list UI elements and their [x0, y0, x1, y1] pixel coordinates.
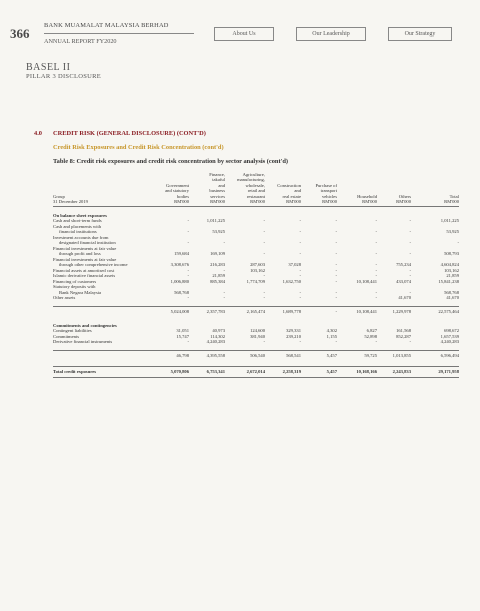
cell-value: 31,051 — [176, 328, 189, 334]
row-label: Financial investments at fair value — [53, 245, 117, 251]
cell-value: - — [223, 295, 225, 301]
row-label: designated financial institution — [59, 240, 116, 246]
cell-value: - — [263, 240, 265, 246]
column-header-group: Group 31 December 2019 — [53, 172, 153, 207]
bank-name: BANK MUAMALAT MALAYSIA BERHAD — [44, 22, 169, 29]
row-label: Investment accounts due from — [53, 234, 109, 240]
row-label: Bank Negara Malaysia — [59, 289, 102, 295]
cell-value: - — [263, 273, 265, 279]
cell-value: 1,774,709 — [246, 278, 265, 284]
row-label: Commitments — [53, 333, 80, 339]
row-label: Statutory deposits with — [53, 284, 96, 290]
cell-value: - — [299, 218, 301, 224]
cell-value: 1,657,539 — [440, 333, 459, 339]
nav-our-strategy[interactable]: Our Strategy — [388, 27, 452, 41]
cell-value: 5,457 — [301, 351, 337, 361]
cell-value: - — [299, 295, 301, 301]
cell-value: - — [375, 295, 377, 301]
row-label: Commitments and contingencies — [53, 322, 117, 328]
cell-value: - — [335, 262, 337, 268]
cell-value: 15,747 — [176, 333, 189, 339]
row-label: Financial investments at fair value — [53, 256, 117, 262]
row-label: through profit and loss — [59, 251, 101, 257]
cell-value: 10,108,441 — [356, 278, 377, 284]
cell-value: - — [375, 339, 377, 345]
cell-value: - — [223, 240, 225, 246]
cell-value: - — [409, 218, 411, 224]
cell-value: 755,234 — [396, 262, 411, 268]
cell-value: - — [299, 267, 301, 273]
column-header: Household RM'000 — [337, 172, 377, 207]
column-header: Construction and real estate RM'000 — [265, 172, 301, 207]
cell-value: 1,006,880 — [170, 278, 189, 284]
grand-total-row — [53, 367, 459, 378]
table-header-row — [53, 172, 459, 207]
cell-value: - — [335, 229, 337, 235]
cell-value: - — [409, 240, 411, 246]
cell-value: - — [409, 267, 411, 273]
cell-value: - — [335, 218, 337, 224]
cell-value: - — [187, 240, 189, 246]
cell-value: 10,108,441 — [337, 307, 377, 317]
row-label: Cash and placements with — [53, 223, 102, 229]
cell-value: 216,283 — [210, 262, 225, 268]
cell-value: 2,357,783 — [189, 307, 225, 317]
cell-value: 1,689,778 — [265, 307, 301, 317]
column-header: Finance, takaful and business services RM'000 — [189, 172, 225, 207]
cell-value: 1,011,225 — [440, 218, 459, 224]
header-divider — [44, 33, 194, 34]
row-label — [53, 307, 153, 317]
report-title: ANNUAL REPORT FY2020 — [44, 38, 117, 45]
cell-value: - — [263, 218, 265, 224]
cell-value: 2,258,319 — [265, 367, 301, 378]
pillar-heading: PILLAR 3 DISCLOSURE — [26, 73, 102, 80]
cell-value: 53,925 — [212, 229, 225, 235]
column-header: Purchase of transport vehicles RM'000 — [301, 172, 337, 207]
cell-value: 6,596,494 — [411, 351, 459, 361]
cell-value: - — [457, 240, 459, 246]
cell-value: - — [375, 262, 377, 268]
cell-value: 103,162 — [444, 267, 459, 273]
cell-value: 10,168,166 — [337, 367, 377, 378]
cell-value: 1,229,978 — [377, 307, 411, 317]
row-label: Islamic derivative financial assets — [53, 273, 116, 279]
row-label: Other assets — [53, 295, 76, 301]
column-header: Agriculture, manufacturing, wholesale, retail and restaurant RM'000 — [225, 172, 265, 207]
basel-heading: BASEL II — [26, 62, 71, 73]
row-label: Cash and short-term funds — [53, 218, 102, 224]
row-label: Contingent liabilities — [53, 328, 92, 334]
row-label: financial institutions — [59, 229, 97, 235]
row-label: Financial assets at amortised cost — [53, 267, 115, 273]
cell-value: - — [187, 267, 189, 273]
cell-value: - — [375, 273, 377, 279]
cell-value: - — [299, 289, 301, 295]
cell-value: 4,604,824 — [440, 262, 459, 268]
cell-value: - — [223, 267, 225, 273]
cell-value: 6,827 — [366, 328, 377, 334]
cell-value: - — [409, 229, 411, 235]
row-label: through other comprehensive income — [59, 262, 128, 268]
cell-value: - — [187, 295, 189, 301]
cell-value: 22,575,464 — [411, 307, 459, 317]
cell-value: - — [409, 339, 411, 345]
cell-value: - — [187, 229, 189, 235]
section-title: CREDIT RISK (GENERAL DISCLOSURE) (CONT'D) — [53, 130, 206, 137]
cell-value: - — [335, 278, 337, 284]
table-title: Table 8: Credit risk exposures and credit risk concentration by sector analysis (cont'd) — [53, 158, 289, 165]
row-label: On balance sheet exposures — [53, 212, 107, 218]
cell-value: 114,302 — [210, 333, 225, 339]
cell-value: 433,074 — [396, 278, 411, 284]
cell-value: 40,973 — [212, 328, 225, 334]
cell-value: 4,240,283 — [206, 339, 225, 345]
row-label: Financing of customers — [53, 278, 97, 284]
column-header: Total RM'000 — [411, 172, 459, 207]
credit-risk-table — [53, 172, 459, 378]
cell-value: 852,287 — [396, 333, 411, 339]
cell-value: - — [335, 267, 337, 273]
cell-value: 169,109 — [210, 251, 225, 257]
cell-value: 161,568 — [396, 328, 411, 334]
cell-value: - — [375, 229, 377, 235]
cell-value: 5,457 — [301, 367, 337, 378]
cell-value: - — [409, 251, 411, 257]
cell-value: 381,940 — [250, 333, 265, 339]
cell-value: 5,024,008 — [153, 307, 189, 317]
subtotal-row — [53, 351, 459, 361]
cell-value: - — [375, 218, 377, 224]
cell-value: 329,331 — [286, 328, 301, 334]
cell-value: 2,165,474 — [225, 307, 265, 317]
cell-value: - — [375, 289, 377, 295]
cell-value: 53,925 — [446, 229, 459, 235]
cell-value: - — [335, 295, 337, 301]
cell-value: 2,243,833 — [377, 367, 411, 378]
nav-about-us[interactable]: About Us — [214, 27, 274, 41]
cell-value: 3,308,676 — [170, 262, 189, 268]
cell-value: - — [335, 240, 337, 246]
cell-value: - — [409, 273, 411, 279]
cell-value: 103,162 — [250, 267, 265, 273]
cell-value: 159,684 — [174, 251, 189, 257]
section-subtitle: Credit Risk Exposures and Credit Risk Concentration (cont'd) — [53, 144, 224, 151]
cell-value: - — [187, 218, 189, 224]
column-header: Government and statutory bodies RM'000 — [153, 172, 189, 207]
cell-value: 506,540 — [225, 351, 265, 361]
cell-value: 4,302 — [326, 328, 337, 334]
column-header: Others RM'000 — [377, 172, 411, 207]
cell-value: - — [299, 240, 301, 246]
cell-value: - — [299, 273, 301, 279]
cell-value: 37,028 — [288, 262, 301, 268]
cell-value: 6,753,341 — [189, 367, 225, 378]
cell-value: - — [335, 289, 337, 295]
page-number: 366 — [10, 26, 30, 41]
cell-value: - — [409, 289, 411, 295]
cell-value: - — [301, 307, 337, 317]
cell-value: 568,768 — [174, 289, 189, 295]
cell-value: - — [375, 251, 377, 257]
cell-value: - — [375, 267, 377, 273]
cell-value: - — [187, 339, 189, 345]
cell-value: - — [335, 273, 337, 279]
cell-value: - — [223, 289, 225, 295]
row-label: Derivative financial instruments — [53, 339, 113, 345]
cell-value: 46,798 — [153, 351, 189, 361]
cell-value: - — [263, 295, 265, 301]
row-label: Total credit exposures — [53, 367, 153, 378]
row-label — [53, 351, 153, 361]
cell-value: 124,600 — [250, 328, 265, 334]
cell-value: 508,793 — [444, 251, 459, 257]
cell-value: 287,603 — [250, 262, 265, 268]
cell-value: - — [263, 229, 265, 235]
cell-value: - — [263, 339, 265, 345]
cell-value: 2,672,014 — [225, 367, 265, 378]
cell-value: - — [263, 251, 265, 257]
cell-value: 41,670 — [446, 295, 459, 301]
cell-value: 568,541 — [265, 351, 301, 361]
cell-value: 1,632,750 — [282, 278, 301, 284]
nav-our-leadership[interactable]: Our Leadership — [296, 27, 366, 41]
subtotal-row — [53, 307, 459, 317]
cell-value: 21,859 — [446, 273, 459, 279]
cell-value: - — [335, 251, 337, 257]
cell-value: - — [263, 289, 265, 295]
cell-value: 1,013,855 — [377, 351, 411, 361]
cell-value: 568,768 — [444, 289, 459, 295]
cell-value: 239,210 — [286, 333, 301, 339]
cell-value: 5,070,806 — [153, 367, 189, 378]
cell-value: 59,725 — [337, 351, 377, 361]
cell-value: - — [335, 339, 337, 345]
cell-value: - — [375, 240, 377, 246]
section-number: 4.0 — [34, 130, 42, 137]
cell-value: - — [299, 229, 301, 235]
cell-value: 52,898 — [364, 333, 377, 339]
cell-value: 1,155 — [326, 333, 337, 339]
cell-value: 885,384 — [210, 278, 225, 284]
cell-value: - — [299, 339, 301, 345]
cell-value: - — [187, 273, 189, 279]
cell-value: 21,859 — [212, 273, 225, 279]
cell-value: 698,672 — [444, 328, 459, 334]
cell-value: - — [299, 251, 301, 257]
table-body — [53, 207, 459, 378]
cell-value: 15,841,238 — [438, 278, 459, 284]
cell-value: 29,171,958 — [411, 367, 459, 378]
cell-value: 1,011,225 — [206, 218, 225, 224]
cell-value: 41,670 — [398, 295, 411, 301]
cell-value: 4,240,283 — [440, 339, 459, 345]
cell-value: 4,395,558 — [189, 351, 225, 361]
